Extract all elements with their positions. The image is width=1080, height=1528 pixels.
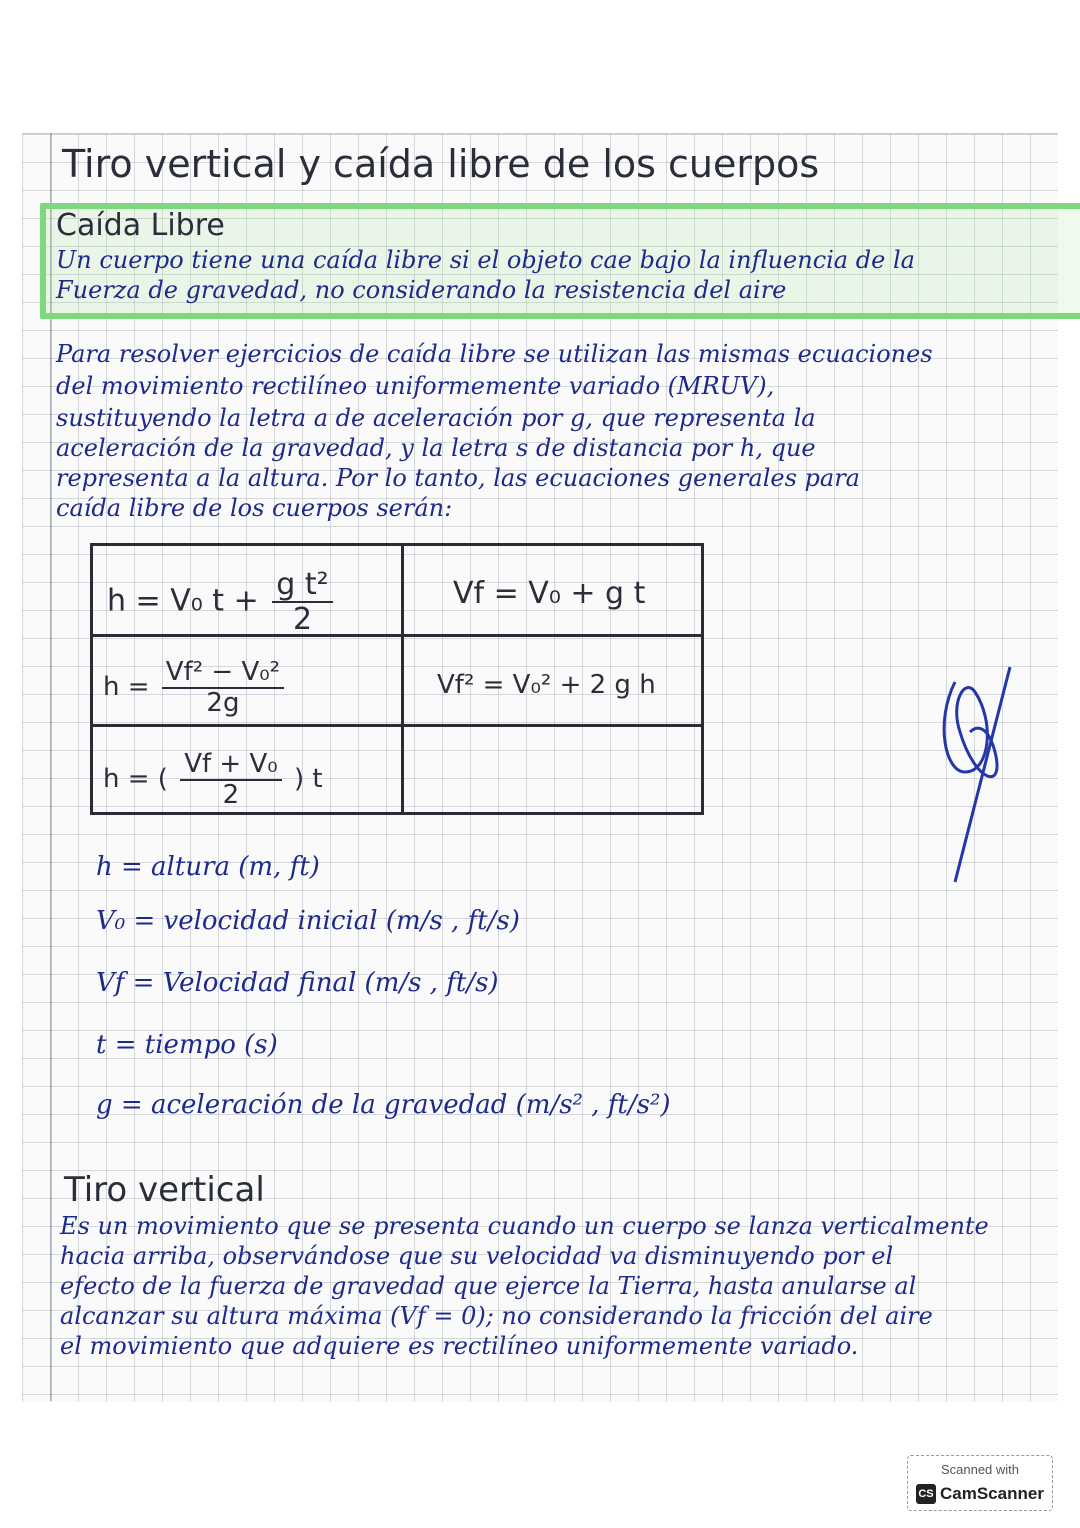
- equation-final-velocity-squared: Vf² = V₀² + 2 g h: [437, 670, 656, 700]
- tiro-vertical-line: el movimiento que adquiere es rectilíneo uniformemente variado.: [60, 1332, 859, 1360]
- equation-text: h = (: [103, 764, 168, 795]
- page-margin-line: [50, 133, 52, 1401]
- fraction-numerator: g t²: [272, 568, 332, 603]
- equation-height-velocities: [103, 658, 288, 717]
- fraction: [162, 658, 284, 717]
- variable-definition: t = tiempo (s): [96, 1030, 278, 1060]
- variable-definition: g = aceleración de la gravedad (m/s² , ft/s²): [96, 1090, 671, 1120]
- fraction-numerator: Vf + V₀: [180, 750, 281, 781]
- intro-line: del movimiento rectilíneo uniformemente variado (MRUV),: [56, 372, 775, 400]
- caida-libre-definition-line: Fuerza de gravedad, no considerando la resistencia del aire: [56, 276, 787, 304]
- equations-table: [90, 543, 704, 815]
- fraction: [180, 750, 281, 809]
- equation-final-velocity: Vf = V₀ + g t: [453, 576, 646, 611]
- variable-definition: V₀ = velocidad inicial (m/s , ft/s): [96, 906, 520, 936]
- equation-text: ) t: [293, 764, 323, 795]
- fraction-denominator: 2: [222, 779, 240, 810]
- watermark-caption: Scanned with: [940, 1462, 1020, 1477]
- fraction-numerator: Vf² − V₀²: [162, 658, 284, 689]
- page-title: Tiro vertical y caída libre de los cuerpos: [62, 142, 820, 186]
- intro-line: caída libre de los cuerpos serán:: [56, 494, 453, 522]
- intro-line: sustituyendo la letra a de aceleración por g, que representa la: [56, 404, 816, 432]
- variable-definition: h = altura (m, ft): [96, 852, 320, 882]
- tiro-vertical-line: efecto de la fuerza de gravedad que ejerce la Tierra, hasta anularse al: [60, 1272, 917, 1300]
- equation-height-average-velocity: [103, 750, 323, 809]
- table-divider: [93, 724, 701, 727]
- camscanner-watermark: [907, 1455, 1053, 1511]
- camscanner-logo-icon: CS: [916, 1484, 936, 1504]
- intro-line: representa a la altura. Por lo tanto, las ecuaciones generales para: [56, 464, 860, 492]
- fraction: [272, 568, 332, 636]
- intro-line: aceleración de la gravedad, y la letra s de distancia por h, que: [56, 434, 816, 462]
- tiro-vertical-line: alcanzar su altura máxima (Vf = 0); no considerando la fricción del aire: [60, 1302, 933, 1330]
- tiro-vertical-line: hacia arriba, observándose que su velocidad va disminuyendo por el: [60, 1242, 894, 1270]
- fraction-denominator: 2g: [206, 687, 240, 718]
- fraction-denominator: 2: [292, 602, 313, 637]
- signature-mark: [935, 662, 1025, 902]
- tiro-vertical-line: Es un movimiento que se presenta cuando un cuerpo se lanza verticalmente: [60, 1212, 989, 1240]
- table-divider: [401, 546, 404, 812]
- equation-height-time: [107, 568, 337, 636]
- equation-text: h =: [103, 672, 150, 703]
- variable-definition: Vf = Velocidad final (m/s , ft/s): [96, 968, 499, 998]
- tiro-vertical-heading: Tiro vertical: [64, 1170, 265, 1210]
- caida-libre-heading: Caída Libre: [56, 208, 225, 243]
- caida-libre-definition-line: Un cuerpo tiene una caída libre si el objeto cae bajo la influencia de la: [56, 246, 915, 274]
- watermark-brand: CamScanner: [940, 1484, 1044, 1503]
- intro-line: Para resolver ejercicios de caída libre se utilizan las mismas ecuaciones: [56, 340, 933, 368]
- equation-text: h = V₀ t +: [107, 583, 259, 619]
